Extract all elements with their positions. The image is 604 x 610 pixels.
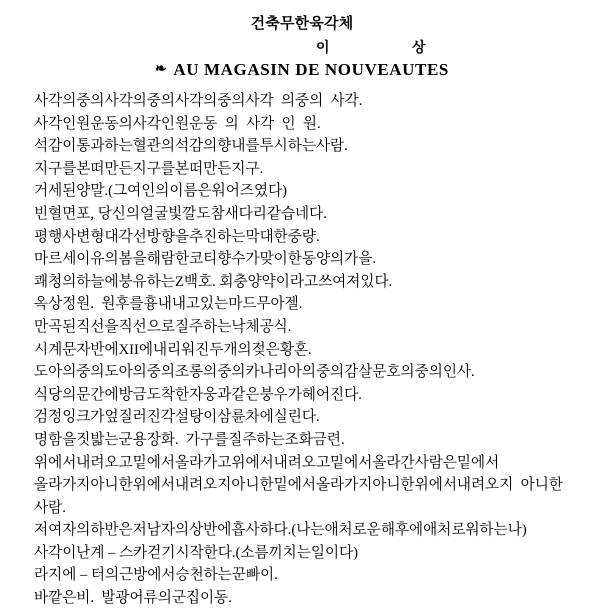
poem-line: 위에서내려오고밑에서올라가고위에서내려오고밑에서올라간사람은밑에서 <box>34 454 500 471</box>
poem-line: 빈혈면포, 당신의얼굴빛깔도참새다리같습네다. <box>34 205 327 222</box>
poem-line: 사각인원운동의사각인원운동 의 사각 인 원. <box>34 115 321 132</box>
poem-line: 올라가지아니한위에서내려오지아니한밑에서올라가지아니한위에서내려오지 아니한사람. <box>34 477 563 516</box>
poem-line: 저여자의하반은저남자의상반에흡사하다.(나는애처로운해후에애처로워하는나) <box>34 522 527 539</box>
page-title: 건축무한육각체 <box>250 16 354 32</box>
subtitle-text: AU MAGASIN DE NOUVEAUTES <box>173 60 449 79</box>
poem-line: 만곡된직선을직선으로질주하는낙체공식. <box>34 318 292 335</box>
poem-line: 쾌청의하늘에붕유하는Z백호. 회충양약이라고쓰여져있다. <box>34 273 393 290</box>
poem-line: 명함을짓밟는군용장화. 가구를질주하는조화금련. <box>34 431 345 448</box>
poem-line: 도아의중의도아의중의조롱의중의카나리아의중의감살문호의중의인사. <box>34 364 475 381</box>
poem-line: 식당의문간에방금도착한자웅과같은붕우가헤어진다. <box>34 386 362 403</box>
poem-line: 바깥은비. 발광어류의군집이동. <box>34 590 232 607</box>
florette-icon: ❧ <box>155 62 168 77</box>
poem-line: 마르세이유의봄을해람한코티향수가맞이한동양의가을. <box>34 251 376 268</box>
author-line <box>0 37 604 57</box>
poem-line: 사각의중의사각의중의사각의중의사각 의중의 사각. <box>34 93 363 109</box>
poem-line: 시계문자반에XII에내리워진두개의젖은황혼. <box>34 341 312 358</box>
poem-line: 사각이난계 – 스카걷기시작한다.(소름끼치는일이다) <box>34 544 359 561</box>
poem-line: 라지에 – 터의근방에서승천하는꾼빠이. <box>34 567 278 584</box>
author-givenname: 상 <box>412 41 426 56</box>
author-surname: 이 <box>316 41 330 56</box>
poem-line: 검정잉크가엎질러진각설탕이삼륜차에실린다. <box>34 409 320 426</box>
poem-line: 석감이통과하는혈관의석감의향내를투시하는사람. <box>34 138 348 155</box>
poem-line: 지구를본떠만든지구를본떠만든지구. <box>34 160 264 177</box>
poem-line: 평행사변형대각선방향을추진하는막대한중량. <box>34 228 320 245</box>
subtitle-line <box>0 60 604 80</box>
poem-line: 거세된양말.(그여인의이름은워어즈였다) <box>34 183 288 200</box>
poem-line: 옥상정원. 원후를흉내내고있는마드무아젤. <box>34 296 303 313</box>
poem-body <box>0 90 604 610</box>
